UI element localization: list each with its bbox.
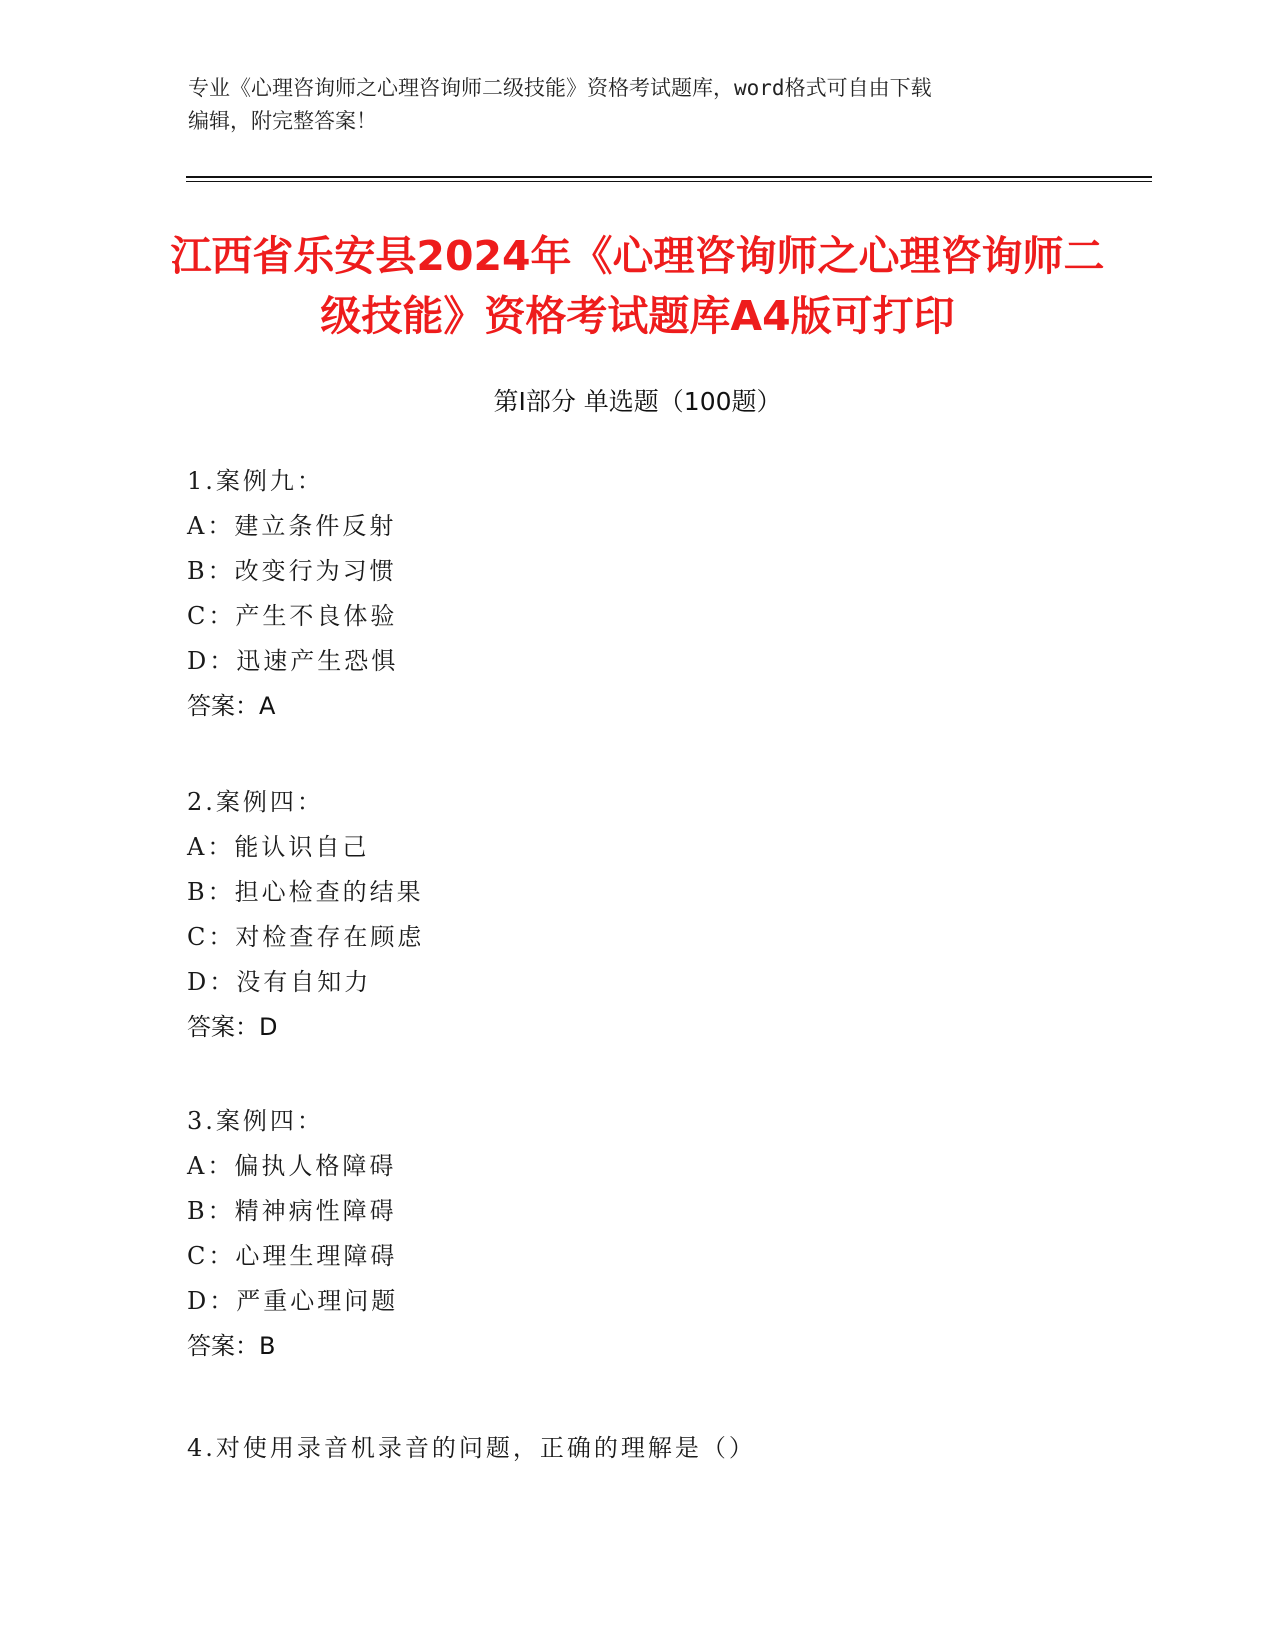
header-note: 专业《心理咨询师之心理咨询师二级技能》资格考试题库，word格式可自由下载 编辑，附完整答案！ bbox=[188, 76, 932, 133]
option-b: B：精神病性障碍 bbox=[187, 1197, 397, 1225]
option-b: B：担心检查的结果 bbox=[187, 878, 424, 906]
question-stem: 1.案例九： bbox=[187, 467, 324, 495]
question-4 bbox=[187, 1426, 1087, 1471]
option-c: C：心理生理障碍 bbox=[187, 1242, 398, 1270]
option-a: A：能认识自己 bbox=[187, 833, 370, 861]
answer: 答案：B bbox=[187, 1332, 276, 1360]
header-divider-thick bbox=[186, 176, 1152, 178]
question-stem: 3.案例四： bbox=[187, 1107, 324, 1135]
question-stem: 2.案例四： bbox=[187, 788, 324, 816]
option-b: B：改变行为习惯 bbox=[187, 557, 397, 585]
document-title: 江西省乐安县2024年《心理咨询师之心理咨询师二级技能》资格考试题库A4版可打印 bbox=[170, 232, 1105, 340]
option-d: D：迅速产生恐惧 bbox=[187, 647, 399, 675]
answer: 答案：D bbox=[187, 1013, 278, 1041]
question-2 bbox=[187, 780, 1087, 1050]
header-divider-thin bbox=[186, 181, 1152, 182]
option-c: C：产生不良体验 bbox=[187, 602, 398, 630]
option-d: D：严重心理问题 bbox=[187, 1287, 399, 1315]
option-c: C：对检查存在顾虑 bbox=[187, 923, 425, 951]
section-heading: 第Ⅰ部分 单选题（100题） bbox=[493, 387, 782, 416]
answer: 答案：A bbox=[187, 692, 276, 720]
question-1 bbox=[187, 459, 1087, 729]
option-a: A：建立条件反射 bbox=[187, 512, 397, 540]
option-d: D：没有自知力 bbox=[187, 968, 372, 996]
option-a: A：偏执人格障碍 bbox=[187, 1152, 397, 1180]
question-stem: 4.对使用录音机录音的问题，正确的理解是（） bbox=[187, 1434, 756, 1462]
question-3 bbox=[187, 1099, 1087, 1369]
